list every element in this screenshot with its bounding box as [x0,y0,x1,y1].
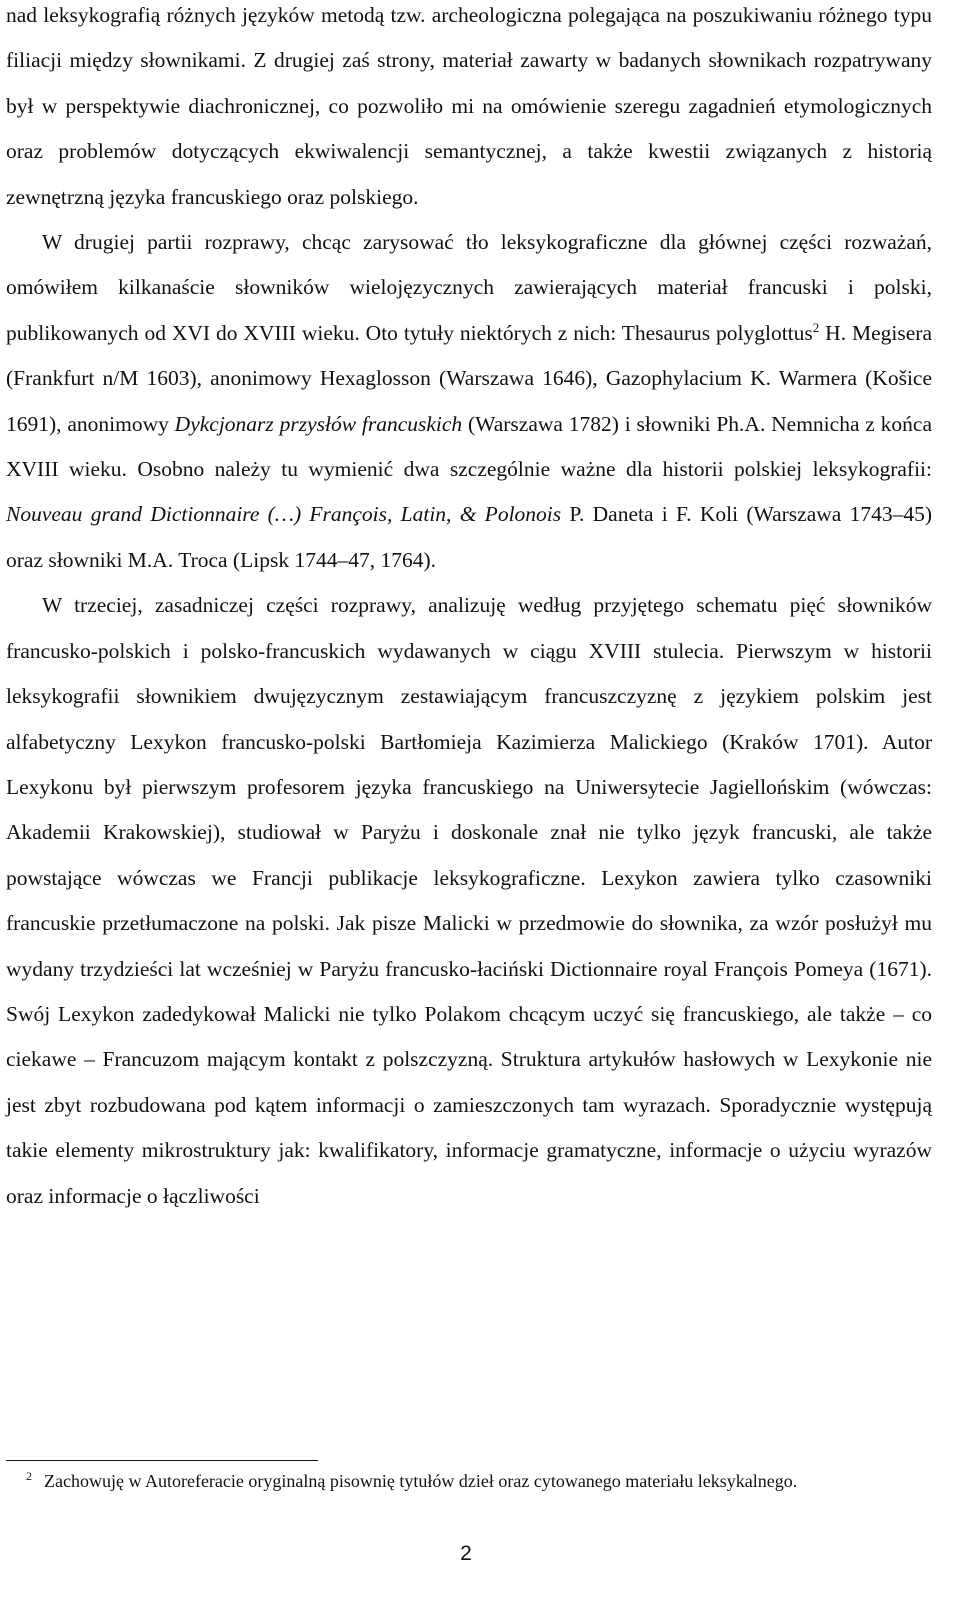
paragraph-text: H. Megisera (Frankfurt n/M 1603), anonimowy Hexaglosson (Warszawa 1646), Gazophylacium K. Warmera (Košice 1691), anonimowy [6,320,932,436]
footnote-reference[interactable]: 2 [812,319,820,335]
paragraph-text: (Warszawa 1782) i słowniki Ph.A. Nemnicha z końca XVIII wieku. Osobno należy tu wymienić dwa szczególnie ważne dla historii polskiej leksykografii: [6,411,932,482]
paragraph-text: W drugiej partii rozprawy, chcąc zarysować tło leksykograficzne dla głównej części rozważań, omówiłem kilkanaście słowników wielojęzycznych zawierających materiał francuski i polski, publikowanych od XVI do XVIII wieku. Oto tytuły niektórych z nich: Thesaurus polyglottus [6,230,932,345]
paragraph-text: P. Daneta i F. Koli (Warszawa 1743–45) oraz słowniki M.A. Troca (Lipsk 1744–47, 1764). [6,502,933,572]
page-number: 2 [460,1542,472,1565]
footnote-marker: 2 [26,1469,32,1483]
italic-title: Dykcjonarz przysłów francuskich [174,411,463,436]
italic-title: Nouveau grand Dictionnaire (…) François, Latin, & Polonois [6,502,562,527]
paragraph-main-analysis: W trzeciej, zasadniczej części rozprawy, analizuję według przyjętego schematu pięć słowników francusko-polskich i polsko-francuskich wydawanych w ciągu XVIII stulecia. Pierwszym w historii leksykografii słownikiem dwujęzycznym zestawiającym francuszczyznę z językiem polskim jest alfabetyczny Lexykon francusko-polski Bartłomieja Kazimierza Malickiego (Kraków 1701). Autor Lexykonu był pierwszym profesorem języka francuskiego na Uniwersytecie Jagiellońskim (wówczas: Akademii Krakowskiej), studiował w Paryżu i doskonale znał nie tylko język francuski, ale także powstające wówczas we Francji publikacje leksykograficzne. Lexykon zawiera tylko czasowniki francuskie przetłumaczone na polski. Jak pisze Malicki w przedmowie do słownika, za wzór posłużył mu wydany trzydzieści lat wcześniej w Paryżu francusko-łaciński Dictionnaire royal François Pomeya (1671). Swój Lexykon zadedykował Malicki nie tylko Polakom chcącym uczyć się francuskiego, ale także – co ciekawe – Francuzom mającym kontakt z polszczyzną. Struktura artykułów hasłowych w Lexykonie nie jest zbyt rozbudowana pod kątem informacji o zamieszczonych tam wyrazach. Sporadycznie występują takie elementy mikrostruktury jak: kwalifikatory, informacje gramatyczne, informacje o użyciu wyrazów oraz informacje o łączliwości [6,593,932,1208]
footnote [6,1468,932,1494]
footnote-separator [6,1460,318,1461]
paragraph-dictionaries-survey [6,220,932,583]
footnote-text: Zachowuję w Autoreferacie oryginalną pisownię tytułów dzieł oraz cytowanego materiału leksykalnego. [44,1471,798,1491]
paragraph-continuation: nad leksykografią różnych języków metodą tzw. archeologiczna polegająca na poszukiwaniu różnego typu filiacji między słownikami. Z drugiej zaś strony, materiał zawarty w badanych słownikach rozpatrywany był w perspektywie diachronicznej, co pozwoliło mi na omówienie szeregu zagadnień etymologicznych oraz problemów dotyczących ekwiwalencji semantycznej, a także kwestii związanych z historią zewnętrzną języka francuskiego oraz polskiego. [6,3,932,209]
document-body [6,0,932,1219]
